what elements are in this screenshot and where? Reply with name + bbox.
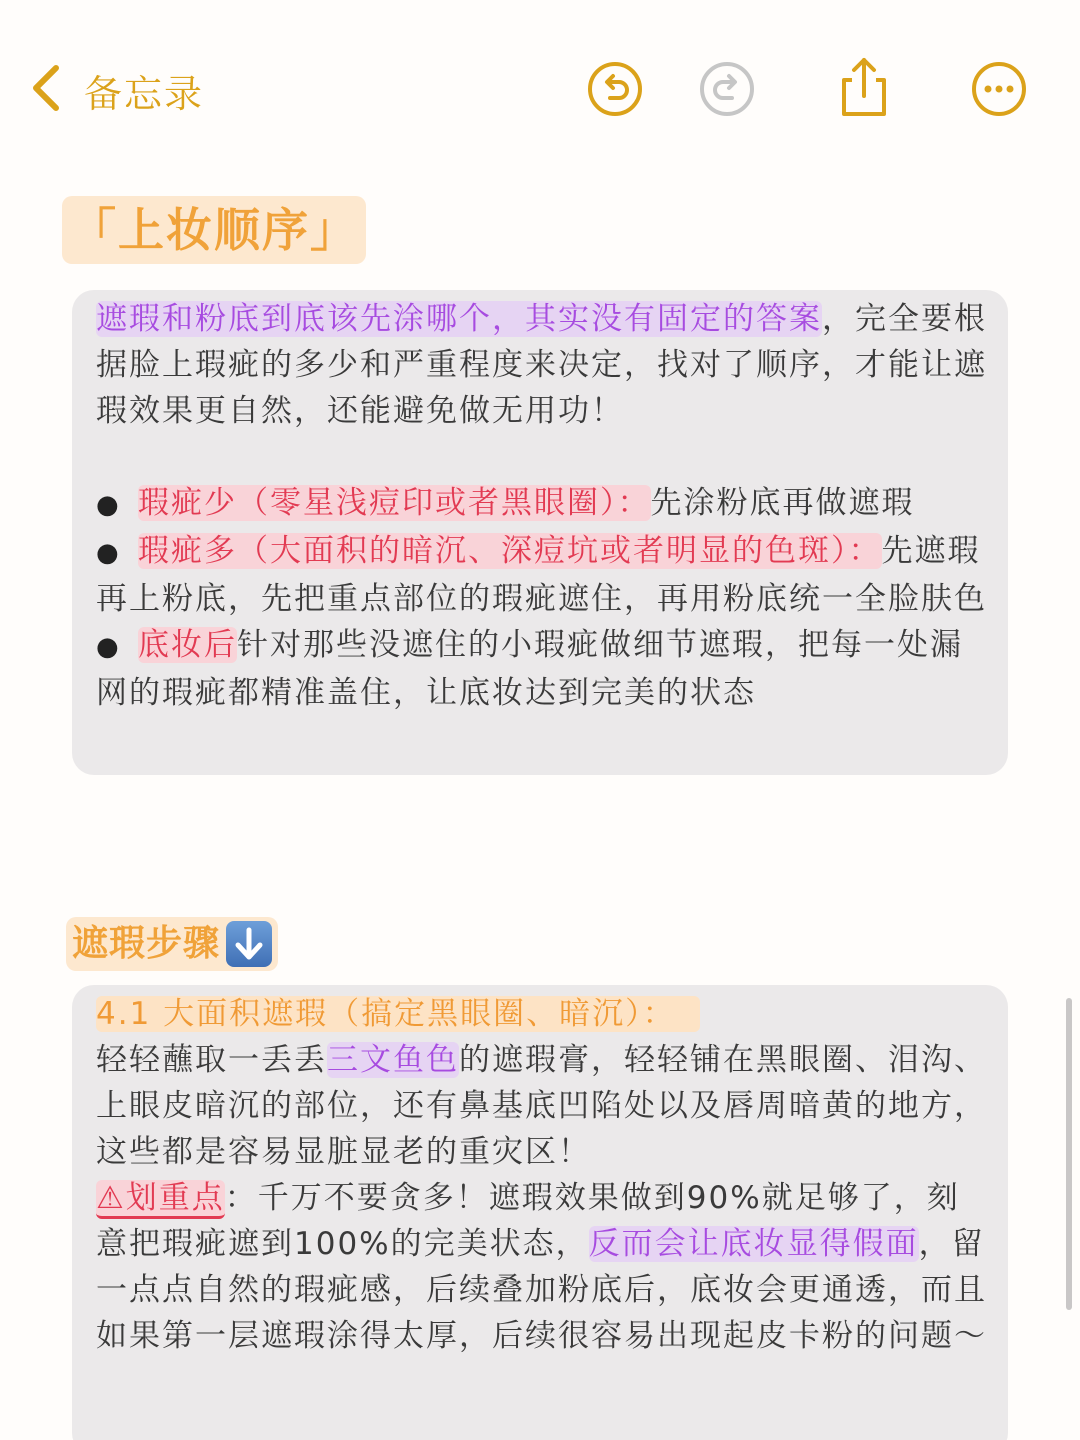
- bullet-text: 先涂粉底再做遮瑕: [650, 485, 915, 521]
- step-title-text: 4.1 大面积遮瑕（搞定黑眼圈、暗沉）：: [96, 996, 700, 1032]
- list-item: ● 底妆后针对那些没遮住的小瑕疵做细节遮瑕，把每一处漏网的瑕疵都精准盖住，让底妆达到完美的状态: [96, 627, 963, 711]
- back-chevron-icon: [28, 62, 62, 118]
- makeup-order-card: [72, 290, 1008, 775]
- bullet-text: 先遮瑕再上粉底，先把重点部位的瑕疵遮住，再用粉底统一全脸肤色: [96, 533, 987, 617]
- fake-face-highlight: 反而会让底妆显得假面: [588, 1226, 919, 1262]
- redo-icon[interactable]: [698, 60, 756, 118]
- step-paragraph-1: 轻轻蘸取一丢丢三文鱼色的遮瑕膏，轻轻铺在黑眼圈、泪沟、上眼皮暗沉的部位，还有鼻基底凹陷处以及唇周暗黄的地方，这些都是容易显脏显老的重灾区！: [96, 1042, 987, 1170]
- warning-label: ⚠划重点: [96, 1180, 225, 1219]
- step-paragraph-2: ⚠划重点：千万不要贪多！遮瑕效果做到90%就足够了，刻意把瑕疵遮到100%的完美状态，反而会让底妆显得假面，留一点点自然的瑕疵感，后续叠加粉底后，底妆会更通透，而且如果第一层遮瑕涂得太厚，后续很容易出现起皮卡粉的问题～: [96, 1180, 987, 1354]
- list-item: ● 瑕疵少（零星浅痘印或者黑眼圈）：先涂粉底再做遮瑕: [96, 485, 915, 521]
- steps-heading-text: 遮瑕步骤: [72, 923, 221, 964]
- bullet-highlight: 瑕疵多（大面积的暗沉、深痘坑或者明显的色斑）：: [138, 533, 882, 569]
- intro-paragraph: [96, 296, 988, 434]
- intro-text: ，完全要根据脸上瑕疵的多少和严重程度来决定，找对了顺序，才能让遮瑕效果更自然，还能避免做无用功！: [96, 301, 987, 429]
- step-title: [96, 991, 988, 1037]
- share-icon[interactable]: [836, 56, 892, 120]
- back-label: 备忘录: [84, 71, 205, 116]
- bullet-text: 针对那些没遮住的小瑕疵做细节遮瑕，把每一处漏网的瑕疵都精准盖住，让底妆达到完美的状态: [96, 627, 963, 711]
- bullet-highlight: 底妆后: [138, 627, 237, 663]
- down-arrow-icon: [226, 921, 272, 967]
- undo-icon[interactable]: [586, 60, 644, 118]
- more-icon[interactable]: [970, 60, 1028, 118]
- back-button[interactable]: [28, 62, 204, 118]
- warning-icon: ⚠: [96, 1180, 126, 1216]
- scrollbar[interactable]: [1066, 998, 1072, 1310]
- intro-highlight: 遮瑕和粉底到底该先涂哪个，其实没有固定的答案: [96, 301, 822, 337]
- list-item: ● 瑕疵多（大面积的暗沉、深痘坑或者明显的色斑）：先遮瑕再上粉底，先把重点部位的瑕疵遮住，再用粉底统一全脸肤色: [96, 533, 987, 617]
- nav-bar: [0, 0, 1080, 180]
- bullet-highlight: 瑕疵少（零星浅痘印或者黑眼圈）：: [138, 485, 651, 521]
- section-heading-steps: [66, 917, 278, 971]
- section-heading-order: 「上妆顺序」: [62, 196, 366, 264]
- color-highlight: 三文鱼色: [327, 1042, 459, 1078]
- concealer-steps-card: [72, 985, 1008, 1440]
